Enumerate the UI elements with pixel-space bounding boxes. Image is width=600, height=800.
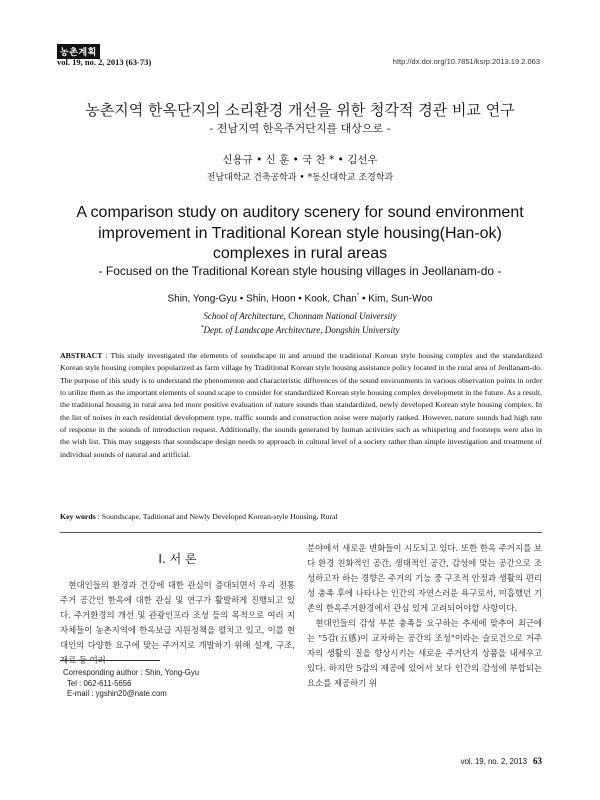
author-tel: Tel : 062-611-5656: [67, 678, 132, 688]
footnote: [63, 668, 199, 700]
abstract: [60, 350, 542, 461]
right-paragraph-2: 현대인들의 감성 부분 충족을 요구하는 추세에 맞추어 최근에는 "5감(五感)이 교차하는 공간의 조성"이라는 슬로건으로 거주자의 생활의 질을 향상시키는 새로운 주거단지 상품을 내세우고 있다. 하지만 5감의 제공에 있어서 보다 인간의 감성에 부합되는 요소를 제공하기 위: [307, 618, 542, 688]
page-footer: [461, 756, 542, 766]
section-heading: Ⅰ. 서 론: [158, 552, 197, 566]
footnote-divider: [60, 660, 160, 661]
english-authors-last: • Kim, Sun-Woo: [359, 293, 433, 305]
abstract-label: ABSTRACT: [60, 351, 103, 360]
intro-paragraph: 현대인들의 환경과 건강에 대한 관심이 증대되면서 우리 전통주거 공간인 한옥에 대한 관심 및 연구가 활발하게 진행되고 있다. 주거환경의 개선 및 관광인프라 조성 등의 목적으로 여러 지자체들이 농촌지역에 한옥보급 지원정책을 펼치고 있고, 이를 현대인의 다양한 요구에 맞는 주거지로 개발하기 위해 설계, 구조, 재료 등 여러: [60, 580, 295, 665]
english-affiliation-1: School of Architecture, Chonnam National University: [203, 311, 397, 321]
corresponding-mark: *: [356, 293, 360, 299]
korean-title: 농촌지역 한옥단지의 소리환경 개선을 위한 청각적 경관 비교 연구: [85, 101, 515, 119]
korean-affiliation: 전남대학교 건축공학과 • *동신대학교 조경학과: [206, 173, 394, 183]
corresponding-author: Corresponding author : Shin, Yong-Gyu: [63, 668, 200, 677]
affiliation-mark: *: [200, 325, 204, 331]
keywords: [60, 512, 542, 521]
english-authors: [0, 293, 600, 304]
english-subtitle: - Focused on the Traditional Korean style housing villages in Jeollanam-do -: [98, 264, 502, 278]
right-column: [307, 541, 542, 691]
right-paragraph-1: 분야에서 새로운 변화들이 시도되고 있다. 또한 한옥 주거지를 보다 환경 친화적인 공간, 생태적인 공간, 감성에 맞는 공간으로 조성하고자 하는 경향은 주거의 기능 중 구조적 안정과 생활의 편리성 충족 후에 나타나는 인간의 자연스러운 욕구로서, 미흡했던 기존의 한옥주거환경에서 관심 있게 고려되어야할 사항이다.: [307, 543, 542, 613]
left-column: [60, 578, 295, 668]
korean-subtitle: - 전남지역 한옥주거단지를 대상으로 -: [209, 122, 391, 135]
english-affiliation-2-text: Dept. of Landscape Architecture, Dongshin University: [203, 325, 400, 335]
english-authors-main: Shin, Yong-Gyu • Shin, Hoon • Kook, Chan: [167, 293, 357, 305]
keywords-label: Key words: [60, 512, 96, 521]
korean-authors: 신용규 • 신 훈 • 국 찬 * • 김선우: [222, 154, 378, 166]
keywords-text: : Soundscape, Taditional and Newly Developed Korean-style Housing, Rural: [95, 512, 338, 521]
journal-volume: vol. 19, no. 2, 2013 (63-73): [57, 57, 152, 67]
page-number: 63: [533, 756, 542, 766]
english-affiliation-2: [0, 325, 600, 335]
section-divider: [60, 532, 542, 533]
english-title: [0, 203, 600, 265]
author-email[interactable]: E-mail : ygshin20@nate.com: [67, 689, 167, 698]
doi-link[interactable]: http://dx.doi.org/10.7851/ksrp.2013.19.2.063: [392, 57, 540, 66]
english-title-line-2: improvement in Traditional Korean style housing(Han-ok): [98, 224, 502, 242]
abstract-text: : This study investigated the elements of soundscape in and around the traditional Korean style housing complex and the standardized Korean style housing complex popularized as farm village by Traditional Korean style housing assistance policy located in the rural area of Jeollanam-do. The purpose of this study is to understand the phenomenon and characteristic differences of the sound environments in various observation points in order to utilize them as the important elements of sound scape to consider for standardized Korean style housing complex development in the future. As a result, the traditional housing in rural area led more positive evaluation of nature sounds than standardized, newly developed Korean style housing complex. In the list of noises in each residential development type, traffic sounds and construction noise were majorly ranked. However, nature sounds had high rate of response in the sounds of introduction request. Additionally, the sounds generated by human activities such as whispering and footsteps were also in the wish list. This may suggests that soundscape design needs to approach in cultural level of a society rather than simple investigation and treatment of individual sounds of natural and artificial.: [60, 351, 542, 459]
footer-issue: vol. 19, no. 2, 2013: [460, 757, 527, 766]
english-title-line-1: A comparison study on auditory scenery for sound environment: [76, 204, 524, 221]
english-title-line-3: complexes in rural areas: [212, 245, 388, 262]
journal-logo: 농촌계획: [57, 44, 100, 59]
